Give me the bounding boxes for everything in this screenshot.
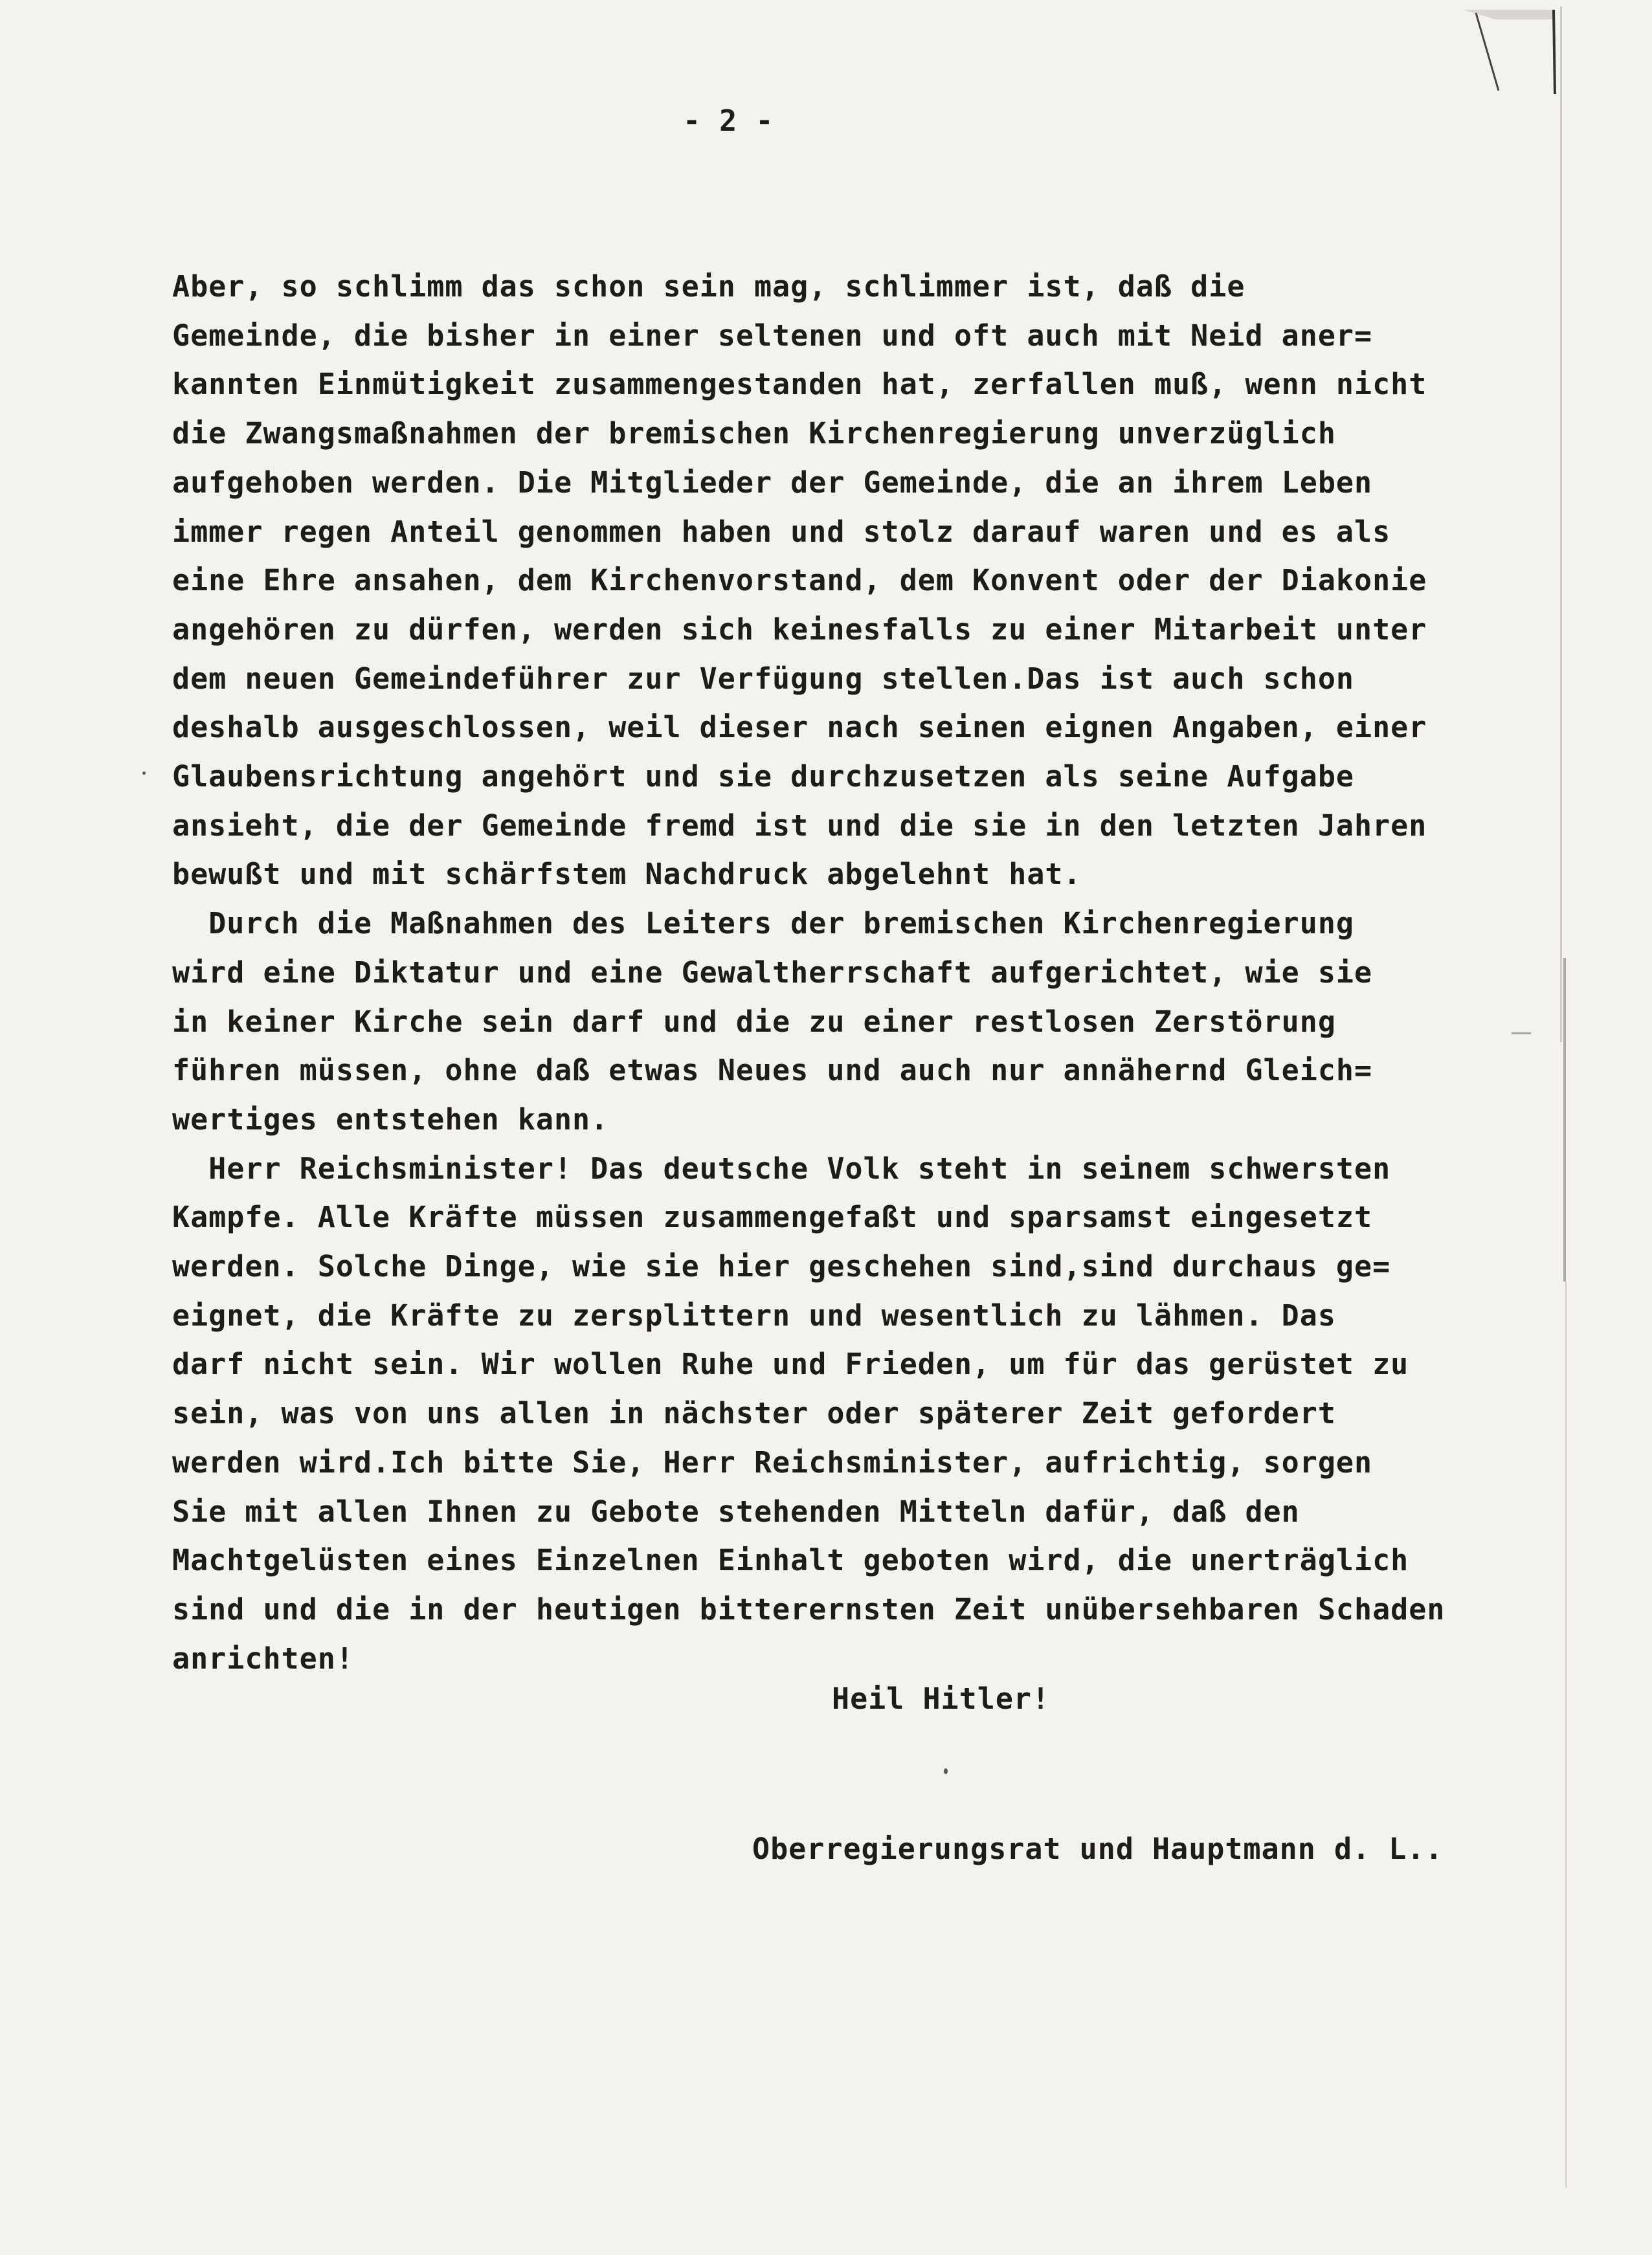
scan-edge-shadow bbox=[1560, 6, 1562, 1042]
page-number: - 2 - bbox=[683, 104, 774, 138]
signature-line: Oberregierungsrat und Hauptmann d. L.. bbox=[752, 1832, 1444, 1866]
letter-body: Aber, so schlimm das schon sein mag, schlimmer ist, daß die Gemeinde, die bisher in einer seltenen und oft auch mit Neid aner= kannten Einmütigkeit zusammengestanden hat, zerfallen muß, wenn nicht die Zwangsmaßnahmen der bremischen Kirchenregierung unverzüglich aufgehoben werden. Die Mitglieder der Gemeinde, die an ihrem Leben immer regen Anteil genommen haben und stolz darauf waren und es als eine Ehre ansahen, dem Kirchenvorstand, dem Konvent oder der Diakonie angehören zu dürfen, werden sich keinesfalls zu einer Mitarbeit unter dem neuen Gemeindeführer zur Verfügung stellen.Das ist auch schon deshalb ausgeschlossen, weil dieser nach seinen eignen Angaben, einer Glaubensrichtung angehört und sie durchzusetzen als seine Aufgabe ansieht, die der Gemeinde fremd ist und die sie in den letzten Jahren bewußt und mit schärfstem Nachdruck abgelehnt hat. Durch die Maßnahmen des Leiters der bremischen Kirchenregierung wird eine Diktatur und eine Gewaltherrschaft aufgerichtet, wie sie in keiner Kirche sein darf und die zu einer restlosen Zerstörung führen müssen, ohne daß etwas Neues und auch nur annähernd Gleich= wertiges entstehen kann. Herr Reichsminister! Das deutsche Volk steht in seinem schwersten Kampfe. Alle Kräfte müssen zusammengefaßt und sparsamst eingesetzt werden. Solche Dinge, wie sie hier geschehen sind,sind durchaus ge= eignet, die Kräfte zu zersplittern und wesentlich zu lähmen. Das darf nicht sein. Wir wollen Ruhe und Frieden, um für das gerüstet zu sein, was von uns allen in nächster oder späterer Zeit gefordert werden wird.Ich bitte Sie, Herr Reichsminister, aufrichtig, sorgen Sie mit allen Ihnen zu Gebote stehenden Mitteln dafür, daß den Machtgelüsten eines Einzelnen Einhalt geboten wird, die unerträglich sind und die in der heutigen bitterernsten Zeit unübersehbaren Schaden anrichten! bbox=[172, 269, 1446, 1676]
ink-speck bbox=[1512, 1032, 1531, 1034]
scan-edge-shadow-dark bbox=[1563, 958, 1566, 1282]
closing-salutation: Heil Hitler! bbox=[832, 1682, 1051, 1716]
scan-edge-shadow-lower bbox=[1565, 1282, 1567, 2188]
ink-speck bbox=[944, 1768, 948, 1774]
corner-scan-mark bbox=[1457, 6, 1567, 97]
ink-speck bbox=[142, 772, 146, 775]
